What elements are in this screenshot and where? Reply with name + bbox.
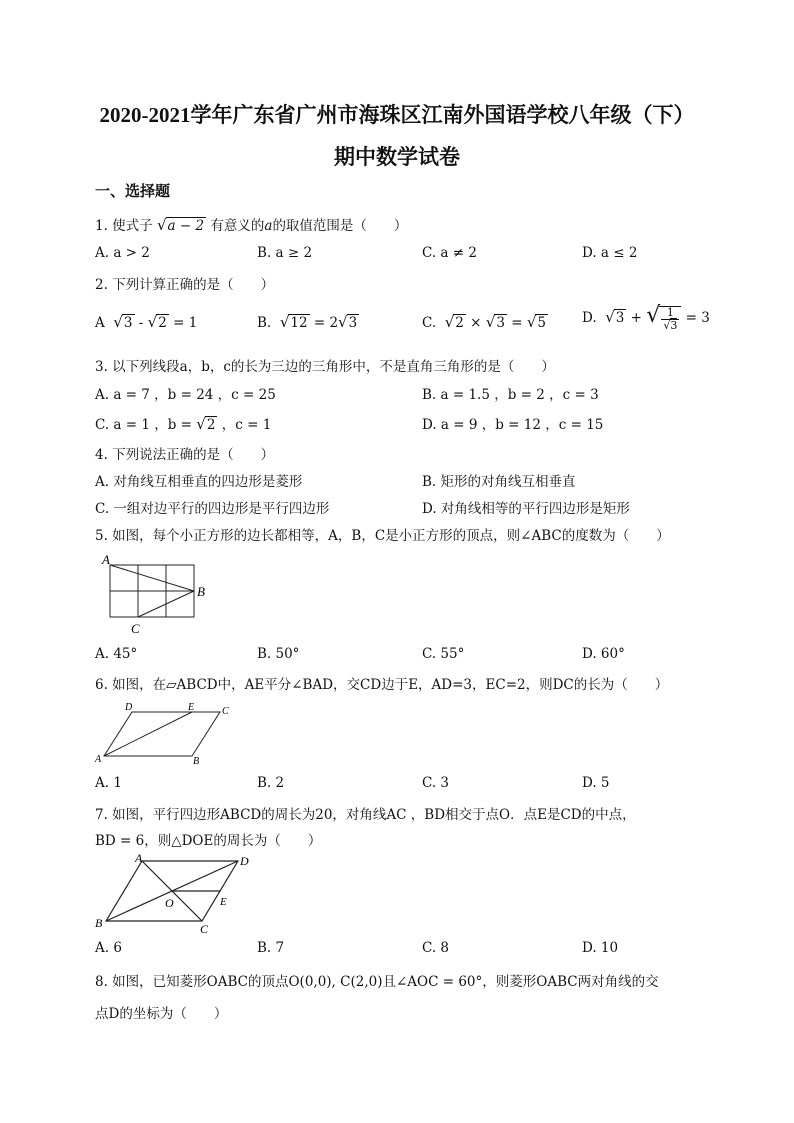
exam-title-line2: 期中数学试卷 [334, 145, 460, 169]
q2-option-a [95, 313, 197, 331]
q1-option-a: A. a > 2 [95, 245, 150, 261]
sqrt-symbol: √ [605, 308, 615, 326]
q4-option-d: D. 对角线相等的平行四边形是矩形 [422, 501, 630, 517]
q5-option-c: C. 55° [422, 646, 465, 662]
sqrt-symbol: √ [147, 313, 158, 331]
label-d: D [125, 702, 133, 713]
q1-radicand: a − 2 [167, 218, 205, 234]
q2-c-root3: 5 [537, 315, 547, 331]
q2-a-root1: 3 [123, 315, 133, 331]
label-o: O [165, 896, 174, 910]
q1-stem-part2: 有意义的 [210, 218, 265, 234]
label-c: C [131, 621, 140, 636]
label-c: C [200, 922, 209, 935]
label-a: A [102, 552, 110, 567]
sqrt-symbol: √ [444, 313, 455, 331]
question-8-line2: 点D的坐标为（ ） [95, 1006, 228, 1022]
section-heading-choice: 一、选择题 [95, 182, 171, 200]
q2-d-fraction [659, 306, 681, 332]
q7-option-d: D. 10 [582, 940, 619, 956]
q1-option-b: B. a ≥ 2 [257, 245, 313, 261]
q1-option-c: C. a ≠ 2 [422, 245, 477, 261]
q2-b-root2: 3 [348, 315, 358, 331]
q1-stem-part1: 1. 使式子 [95, 218, 153, 234]
q2-a-op: - [134, 315, 148, 331]
q2-c-label: C. [422, 315, 437, 331]
q2-b-label: B. [257, 315, 272, 331]
sqrt-symbol: √ [338, 313, 348, 331]
sqrt-symbol: √ [526, 313, 537, 331]
label-e: E [188, 702, 195, 713]
q2-option-b [257, 313, 359, 331]
q6-option-c: C. 3 [422, 775, 450, 791]
q2-a-label: A [95, 315, 105, 331]
question-5-stem: 5. 如图，每个小正方形的边长都相等，A，B，C是小正方形的顶点，则∠ABC的度数为（ ） [95, 528, 670, 544]
q3-option-b: B. a = 1.5 ，b = 2 ，c = 3 [422, 387, 599, 403]
label-b: B [197, 584, 205, 599]
q3-c-text: C. a = 1 ，b = [95, 417, 197, 433]
q2-a-result: = 1 [168, 315, 198, 331]
q4-option-b: B. 矩形的对角线互相垂直 [422, 474, 576, 490]
q7-parallelogram-figure [92, 853, 260, 935]
fraction-denominator: √3 [663, 318, 678, 332]
exam-title-line1: 2020-2021学年广东省广州市海珠区江南外国语学校八年级（下） [99, 103, 695, 127]
parallelogram-abcd [104, 712, 220, 756]
label-b: B [193, 756, 200, 767]
q3-option-c [95, 413, 271, 433]
q2-c-op: × [465, 315, 486, 331]
q3-option-a: A. a = 7 ，b = 24 ，c = 25 [95, 387, 276, 403]
q7-option-a: A. 6 [95, 940, 122, 956]
q6-option-a: A. 1 [95, 775, 122, 791]
q2-a-root2: 2 [158, 315, 167, 331]
sqrt-symbol: √ [279, 313, 290, 331]
q7-option-b: B. 7 [257, 940, 285, 956]
sqrt-symbol: √ [485, 313, 496, 331]
label-a: A [135, 853, 143, 865]
segment-ab [110, 565, 194, 591]
question-2-stem: 2. 下列计算正确的是（ ） [95, 277, 275, 293]
q3-c-tail: ，c = 1 [217, 417, 272, 433]
fraction-numerator: 1 [661, 307, 679, 320]
q2-option-d [582, 303, 710, 332]
sqrt-symbol: √ [196, 415, 206, 433]
question-6-stem: 6. 如图，在▱ABCD中，AE平分∠BAD，交CD边于E，AD=3，EC=2，则DC的长为（ ） [95, 677, 669, 693]
q2-d-label: D. [582, 310, 597, 326]
q4-option-a: A. 对角线互相垂直的四边形是菱形 [95, 474, 303, 490]
q5-option-b: B. 50° [257, 646, 300, 662]
q6-parallelogram-figure [92, 700, 237, 768]
question-8-line1: 8. 如图，已知菱形OABC的顶点O(0,0), C(2,0)且∠AOC = 60°，则菱形OABC两对角线的交 [95, 974, 659, 990]
label-a: A [95, 754, 102, 765]
fraction-denominator-root: 3 [670, 318, 678, 332]
label-b: B [95, 916, 103, 930]
q2-c-root1: 2 [455, 315, 464, 331]
q2-d-root1: 3 [615, 310, 625, 326]
q2-c-root2: 3 [496, 315, 505, 331]
q7-option-c: C. 8 [422, 940, 450, 956]
question-7-line1: 7. 如图，平行四边形ABCD的周长为20，对角线AC ，BD相交于点O．点E是CD的中点， [95, 807, 636, 823]
q2-b-eq: = 2 [309, 315, 339, 331]
sqrt-symbol: √ [646, 303, 661, 328]
q6-option-d: D. 5 [582, 775, 610, 791]
q3-option-d: D. a = 9 ，b = 12 ，c = 15 [422, 417, 604, 433]
question-7-line2: BD = 6，则△DOE的周长为（ ） [95, 833, 322, 849]
q4-option-c: C. 一组对边平行的四边形是平行四边形 [95, 501, 330, 517]
segment-ae [104, 712, 192, 756]
q1-variable: a [264, 218, 273, 234]
question-4-stem: 4. 下列说法正确的是（ ） [95, 447, 275, 463]
q1-stem-part3: 的取值范围是（ ） [272, 218, 408, 234]
label-c: C [222, 706, 229, 717]
sqrt-symbol: √ [156, 216, 167, 234]
q5-option-a: A. 45° [95, 646, 138, 662]
q2-d-op: + [626, 310, 647, 326]
q1-option-d: D. a ≤ 2 [582, 245, 638, 261]
q2-c-eq: = [506, 315, 527, 331]
q3-c-root: 2 [206, 417, 216, 433]
label-d: D [240, 854, 249, 868]
q2-d-eq: = 3 [681, 310, 710, 326]
q5-grid-figure [98, 551, 218, 637]
question-3-stem: 3. 以下列线段a，b，c的长为三边的三角形中，不是直角三角形的是（ ） [95, 359, 555, 375]
label-e: E [220, 896, 227, 908]
sqrt-symbol: √ [113, 313, 123, 331]
q6-option-b: B. 2 [257, 775, 285, 791]
q2-option-c [422, 313, 548, 331]
q5-option-d: D. 60° [582, 646, 625, 662]
question-1-stem [95, 214, 407, 234]
q2-b-root1: 12 [290, 315, 308, 331]
